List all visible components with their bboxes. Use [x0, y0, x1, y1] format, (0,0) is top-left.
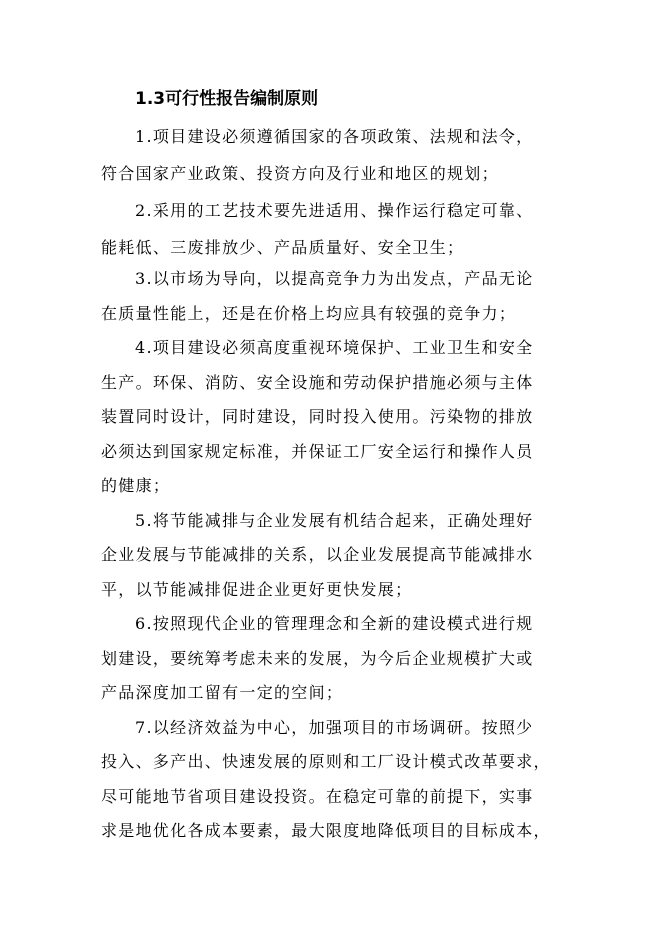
paragraph-4-line-4: 必须达到国家规定标准，并保证工厂安全运行和操作人员 — [101, 442, 534, 461]
paragraph-6-line-2: 划建设，要统筹考虑未来的发展，为今后企业规模扩大或 — [101, 649, 534, 668]
paragraph-3-line-2: 在质量性能上，还是在价格上均应具有较强的竞争力； — [101, 304, 517, 323]
section-heading: 1.3可行性报告编制原则 — [135, 89, 319, 109]
paragraph-4-line-2: 生产。环保、消防、安全设施和劳动保护措施必须与主体 — [101, 373, 534, 392]
paragraph-5-line-1: 5.将节能减排与企业发展有机结合起来，正确处理好 — [135, 511, 534, 530]
paragraph-6-line-1: 6.按照现代企业的管理理念和全新的建设模式进行规 — [135, 614, 534, 633]
paragraph-5-line-2: 企业发展与节能减排的关系，以企业发展提高节能减排水 — [101, 545, 534, 564]
paragraph-4-line-5: 的健康； — [101, 476, 171, 495]
paragraph-4-line-1: 4.项目建设必须高度重视环境保护、工业卫生和安全 — [135, 338, 534, 357]
paragraph-7-line-1: 7.以经济效益为中心，加强项目的市场调研。按照少 — [135, 718, 534, 737]
paragraph-6-line-3: 产品深度加工留有一定的空间； — [101, 683, 344, 702]
paragraph-3-line-1: 3.以市场为导向，以提高竞争力为出发点，产品无论 — [135, 269, 534, 288]
paragraph-7-line-3: 尽可能地节省项目建设投资。在稳定可靠的前提下，实事 — [101, 787, 534, 806]
paragraph-2-line-2: 能耗低、三废排放少、产品质量好、安全卫生； — [101, 238, 465, 257]
paragraph-7-line-2: 投入、多产出、快速发展的原则和工厂设计模式改革要求， — [101, 752, 551, 771]
paragraph-2-line-1: 2.采用的工艺技术要先进适用、操作运行稳定可靠、 — [135, 201, 534, 220]
paragraph-4-line-3: 装置同时设计，同时建设，同时投入使用。污染物的排放 — [101, 407, 534, 426]
paragraph-7-line-4: 求是地优化各成本要素，最大限度地降低项目的目标成本， — [101, 821, 551, 840]
paragraph-5-line-3: 平，以节能减排促进企业更好更快发展； — [101, 580, 413, 599]
paragraph-1-line-2: 符合国家产业政策、投资方向及行业和地区的规划； — [101, 164, 499, 183]
paragraph-1-line-1: 1.项目建设必须遵循国家的各项政策、法规和法令， — [135, 127, 534, 146]
